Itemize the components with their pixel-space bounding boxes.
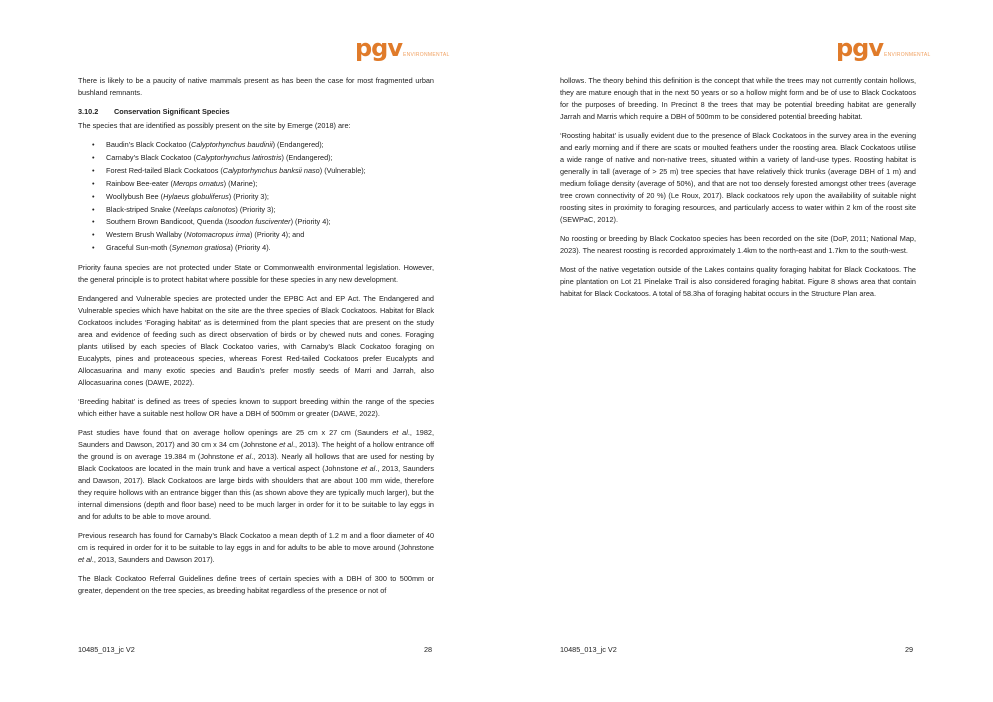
footer-document-id: 10485_013_jc V2 bbox=[78, 645, 135, 654]
paragraph-no-roosting: No roosting or breeding by Black Cockatoo species has been recorded on the site (DoP, 2011; National Map, 2023). The nearest roosting is recorded approximately 1.4km to the north-east and 1.7km to the south-west. bbox=[560, 234, 916, 255]
paragraph-breeding-habitat: ‘Breeding habitat’ is defined as trees of species known to support breeding within the range of the species which either have a suitable nest hollow OR have a DBH of 500mm or greater (DAWE, 2022). bbox=[78, 397, 434, 419]
logo-subtitle: ENVIRONMENTAL bbox=[884, 52, 931, 58]
species-scientific-name: Hylaeus globuliferus bbox=[163, 191, 229, 201]
species-scientific-name: Calyptorhynchus banksii naso bbox=[222, 165, 320, 175]
page-29-body bbox=[560, 75, 916, 307]
italic-text: et al bbox=[236, 452, 252, 462]
species-list-item: • Baudin’s Black Cockatoo (Calyptorhynchus baudinii) (Endangered); bbox=[106, 139, 434, 152]
species-list-item: • Carnaby’s Black Cockatoo (Calyptorhynchus latirostris) (Endangered); bbox=[106, 152, 434, 165]
paragraph-past-studies: Past studies have found that on average hollow openings are 25 cm x 27 cm (Saunders et al., 1982, Saunders and Dawson, 2017) and 30 cm x 34 cm (Johnstone et al., 2013). The height of a hollow entrance off the ground is on average 19.384 m (Johnstone et al., 2013). Nearly all hollows that are used for nesting by Black Cockatoos are located in the main trunk and have a vertical aspect (Johnstone et al., 2013, Saunders and Dawson, 2017). Black Cockatoos are large birds with shoulders that are about 100 mm wide, therefore they require hollows with an entrance bigger than this (as shown above they are typically much larger), but the internal dimensions (depth and floor base) need to be much larger in order for it to be suitable to lay eggs in and for adults to be able to move around. bbox=[78, 428, 435, 522]
species-list-item: • Western Brush Wallaby (Notomacropus irma) (Priority 4); and bbox=[106, 229, 434, 242]
species-scientific-name: Neelaps calonotos bbox=[175, 204, 236, 214]
species-list-item: • Southern Brown Bandicoot, Quenda (Isoodon fusciventer) (Priority 4); bbox=[106, 216, 434, 229]
pgv-logo bbox=[355, 36, 450, 60]
logo-mark: pgv bbox=[355, 34, 403, 62]
paragraph-endangered: Endangered and Vulnerable species are protected under the EPBC Act and EP Act. The Endangered and Vulnerable species which have habitat on the site are the three species of Black Cockatoos. Habitat for Black Cockatoos includes ‘Foraging habitat’ as is determined from the plant species that are present on the study area and evidence of feeding such as direct observation of birds or by chewed nuts and cones. Foraging plants utilised by each species of Black Cockatoo varies, with Carnaby’s Black Cockatoo foraging on Eucalypts, pines and proteaceous species, whereas Forest Red-tailed Cockatoos prefer Eucalypts and Allocasuarina and many exotic species and Baudin’s prefer mostly seeds of Marri and Jarrah, also Allocasuarina cones (DAWE, 2022). bbox=[78, 294, 434, 388]
page-29 bbox=[497, 0, 993, 702]
footer-page-number: 29 bbox=[905, 645, 914, 654]
species-scientific-name: Synemon gratiosa bbox=[171, 243, 231, 253]
species-scientific-name: Merops ornatus bbox=[172, 178, 224, 188]
species-scientific-name: Notomacropus irma bbox=[186, 230, 250, 240]
species-list bbox=[78, 139, 434, 255]
paragraph-species-intro: The species that are identified as possibly present on the site by Emerge (2018) are: bbox=[78, 121, 351, 130]
page-28-body bbox=[78, 75, 434, 604]
italic-text: et al bbox=[279, 440, 293, 450]
italic-text: et al bbox=[78, 555, 92, 565]
section-number: 3.10.2 bbox=[78, 107, 99, 116]
species-list-item: • Rainbow Bee-eater (Merops ornatus) (Marine); bbox=[106, 178, 434, 191]
paragraph-priority: Priority fauna species are not protected under State or Commonwealth environmental legislation. However, the general principle is to protect habitat where possible for these species in any new development. bbox=[78, 263, 434, 285]
species-list-item: • Forest Red-tailed Black Cockatoos (Calyptorhynchus banksii naso) (Vulnerable); bbox=[106, 165, 434, 178]
paragraph-intro: There is likely to be a paucity of native mammals present as has been the case for most fragmented urban bushland remnants. bbox=[78, 76, 434, 97]
paragraph-roosting-habitat: ‘Roosting habitat’ is usually evident due to the presence of Black Cockatoos in the survey area in the evening and early morning and if there are scats or moulted feathers under the roosting area. Black Cockatoos utilise a wide range of native and non-native trees, situated within a variety of land-use types. Roosting habitat is generally in tall (average of > 25 m) tree species that have relatively thick trunks (average DBH of 1 m) and medium foliage density (average of 50%), and that are not too densely forested amongst other trees (average tree crown connectivity of 20 %) (Le Roux, 2017). Black cockatoos rely upon the availability of suitable night roosting sites in proximity to foraging resources, and particularly access to water within 2 km of the roost site (SEWPaC, 2012). bbox=[560, 131, 916, 224]
paragraph-previous-research: Previous research has found for Carnaby’s Black Cockatoo a mean depth of 1.2 m and a floor diameter of 40 cm is required in order for it to be suitable to lay eggs in and for adults to be able to move around (Johnstone et al., 2013, Saunders and Dawson 2017). bbox=[78, 531, 434, 565]
footer-page-number: 28 bbox=[424, 645, 433, 654]
italic-text: et al bbox=[360, 464, 376, 474]
logo-mark: pgv bbox=[836, 34, 884, 62]
species-list-item: • Black-striped Snake (Neelaps calonotos) (Priority 3); bbox=[106, 204, 434, 217]
pgv-logo bbox=[836, 36, 931, 60]
italic-text: et al bbox=[392, 428, 408, 438]
paragraph-foraging: Most of the native vegetation outside of the Lakes contains quality foraging habitat for Black Cockatoos. The pine plantation on Lot 21 Pinelake Trail is also considered foraging habitat. Figure 8 shows area that contain habitat for Black Cockatoos. A total of 58.3ha of foraging habitat occurs in the Structure Plan area. bbox=[560, 265, 916, 298]
paragraph-referral-guidelines: The Black Cockatoo Referral Guidelines define trees of certain species with a DBH of 300 to 500mm or greater, dependent on the tree species, as breeding habitat regardless of the presence or not of bbox=[78, 574, 434, 596]
species-scientific-name: Calyptorhynchus baudinii bbox=[191, 140, 273, 149]
species-scientific-name: Isoodon fusciventer bbox=[227, 217, 291, 227]
species-list-item: • Graceful Sun-moth (Synemon gratiosa) (Priority 4). bbox=[106, 242, 434, 255]
logo-subtitle: ENVIRONMENTAL bbox=[403, 52, 450, 58]
species-list-item: • Woollybush Bee (Hylaeus globuliferus) (Priority 3); bbox=[106, 191, 434, 204]
paragraph-hollows: hollows. The theory behind this definition is the concept that while the trees may not currently contain hollows, they are mature enough that in the next 50 years or so a hollow might form and be of use to Black Cockatoos for the purposes of breeding. In Precinct 8 the trees that may be potential breeding habitat are generally Jarrah and Marris which require a DBH of 500mm to be considered potential breeding habitat. bbox=[560, 76, 916, 121]
page-28 bbox=[0, 0, 496, 702]
footer-document-id: 10485_013_jc V2 bbox=[560, 645, 617, 654]
species-scientific-name: Calyptorhynchus latirostris bbox=[195, 152, 282, 162]
section-title: Conservation Significant Species bbox=[114, 107, 230, 116]
section-heading bbox=[78, 106, 434, 118]
